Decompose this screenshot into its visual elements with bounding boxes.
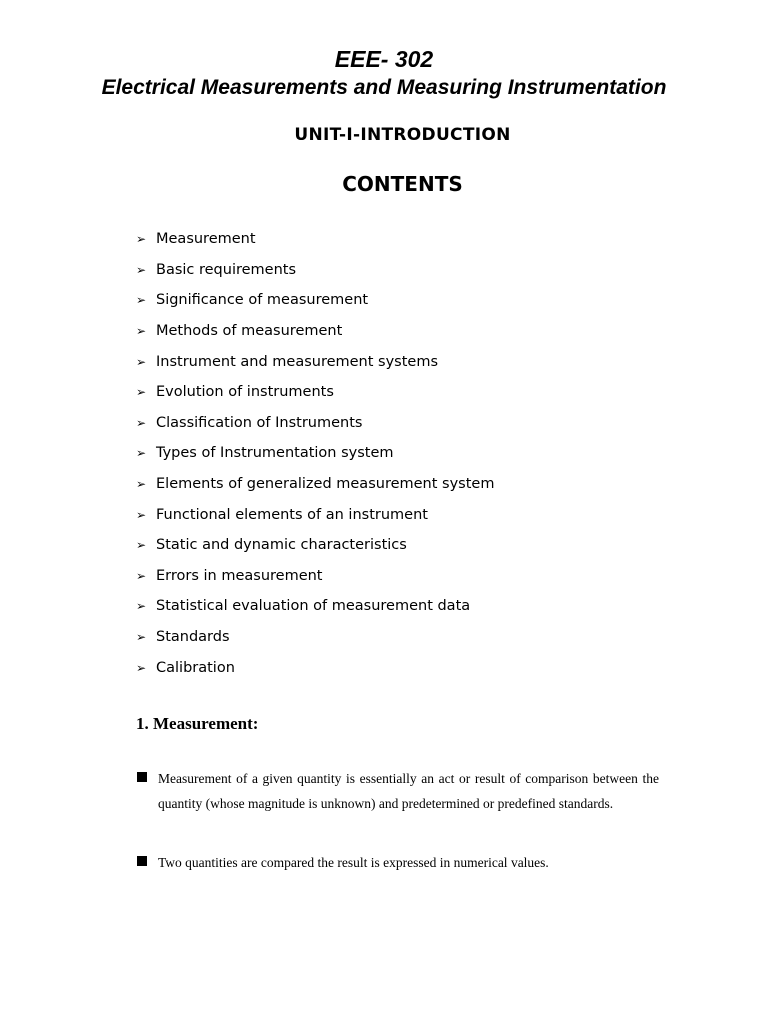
arrow-bullet-icon: ➢ [136,568,147,583]
paragraph-text: Measurement of a given quantity is essentially an act or result of comparison between the quantity (whose magnitude is unknown) and predetermined or predefined standards. [158,771,659,811]
contents-item [136,316,494,347]
contents-item-label: Statistical evaluation of measurement data [156,598,471,615]
contents-item [136,408,494,439]
square-bullet-icon [137,772,147,782]
arrow-bullet-icon: ➢ [136,507,147,522]
contents-item [136,622,494,653]
section-heading: 1. Measurement: [136,714,259,733]
contents-item [136,499,494,530]
contents-item-label: Classification of Instruments [156,414,363,431]
contents-item [136,652,494,683]
contents-item-label: Standards [156,629,230,646]
square-bullet-icon [137,856,147,866]
contents-item [136,469,494,500]
contents-item-label: Methods of measurement [156,323,343,340]
arrow-bullet-icon: ➢ [136,538,147,553]
arrow-bullet-icon: ➢ [136,477,147,492]
unit-title: UNIT-I-INTRODUCTION [294,125,511,145]
contents-item [136,561,494,592]
contents-item-label: Errors in measurement [156,567,323,584]
arrow-bullet-icon: ➢ [136,262,147,277]
arrow-bullet-icon: ➢ [136,354,147,369]
arrow-bullet-icon: ➢ [136,385,147,400]
arrow-bullet-icon: ➢ [136,293,147,308]
contents-item [136,224,494,255]
arrow-bullet-icon: ➢ [136,599,147,614]
contents-item [136,346,494,377]
course-title: Electrical Measurements and Measuring Instrumentation [101,76,667,99]
arrow-bullet-icon: ➢ [136,446,147,461]
contents-item [136,377,494,408]
contents-item-label: Evolution of instruments [156,384,334,401]
contents-item-label: Basic requirements [156,261,297,278]
arrow-bullet-icon: ➢ [136,630,147,645]
contents-item [136,255,494,286]
arrow-bullet-icon: ➢ [136,415,147,430]
contents-heading: CONTENTS [342,172,463,196]
paragraph-bullet [136,766,659,816]
paragraph-bullet [136,850,659,875]
contents-list [136,224,494,683]
contents-item-label: Functional elements of an instrument [156,506,428,523]
contents-item-label: Elements of generalized measurement system [156,476,495,493]
contents-item-label: Calibration [156,659,235,676]
contents-item-label: Measurement [156,231,256,248]
contents-item-label: Instrument and measurement systems [156,353,439,370]
contents-item [136,591,494,622]
arrow-bullet-icon: ➢ [136,232,147,247]
contents-item [136,530,494,561]
contents-item-label: Significance of measurement [156,292,369,309]
paragraph-text: Two quantities are compared the result is expressed in numerical values. [158,855,549,870]
arrow-bullet-icon: ➢ [136,324,147,339]
contents-item [136,285,494,316]
contents-item-label: Static and dynamic characteristics [156,537,407,554]
course-code: EEE- 302 [334,46,434,72]
contents-item-label: Types of Instrumentation system [156,445,394,462]
arrow-bullet-icon: ➢ [136,660,147,675]
contents-item [136,438,494,469]
